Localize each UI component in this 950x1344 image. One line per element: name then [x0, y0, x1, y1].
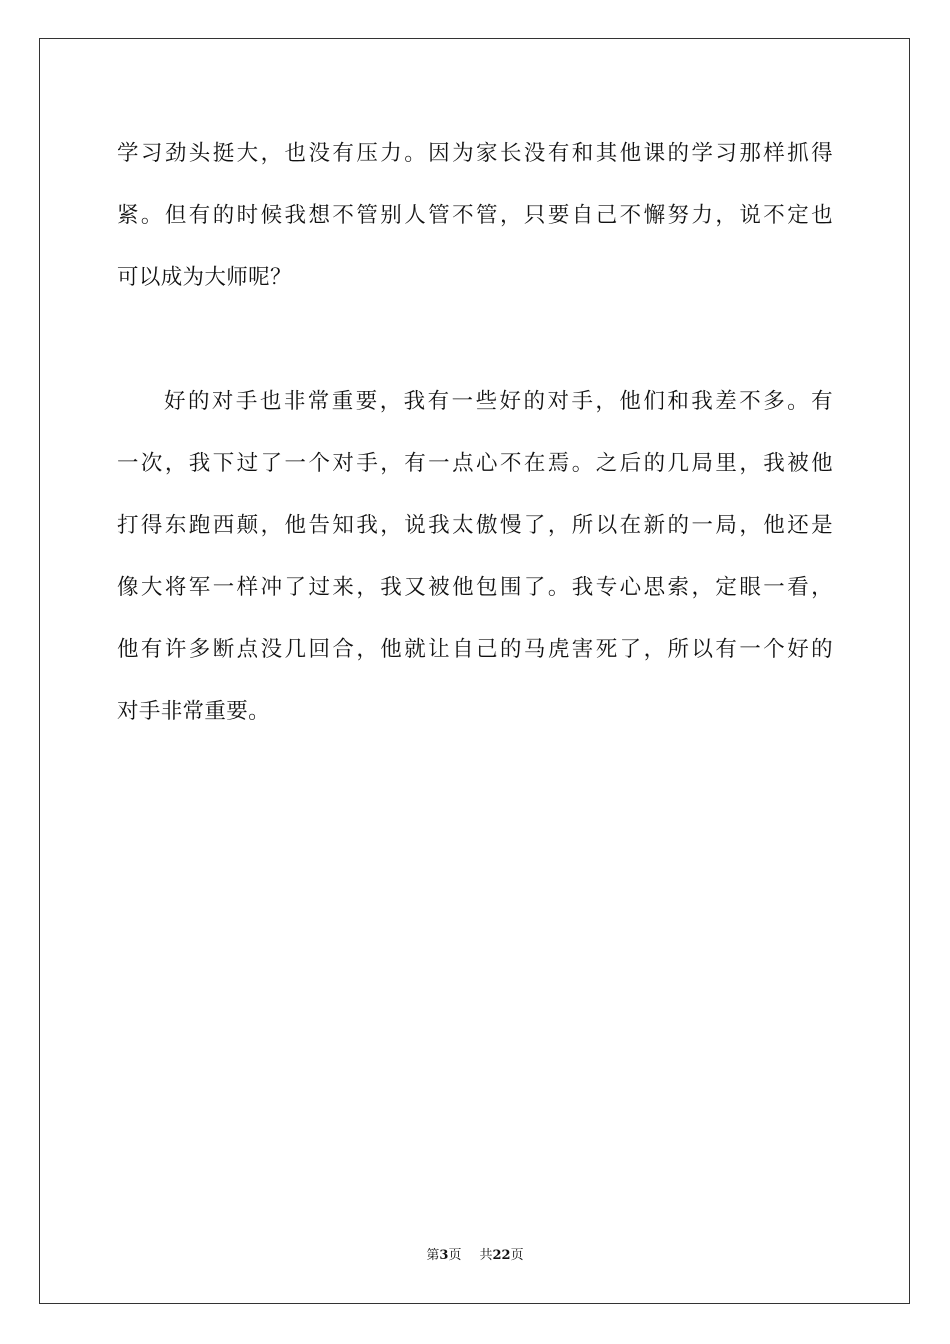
text-line: 可以成为大师呢？	[117, 265, 292, 290]
total-prefix: 共	[479, 1248, 493, 1263]
text-line: 紧。但有的时候我想不管别人管不管，只要自己不懈努力，说不定也	[117, 203, 833, 228]
text-line: 对手非常重要。	[117, 699, 270, 724]
blank-line	[117, 309, 833, 371]
document-body	[117, 123, 833, 743]
text-line: 打得东跑西颠，他告知我，说我太傲慢了，所以在新的一局，他还是	[117, 513, 833, 538]
text-line: 一次，我下过了一个对手，有一点心不在焉。之后的几局里，我被他	[117, 451, 833, 476]
text-line: 他有许多断点没几回合，他就让自己的马虎害死了，所以有一个好的	[117, 637, 833, 662]
text-line: 好的对手也非常重要，我有一些好的对手，他们和我差不多。有	[164, 389, 833, 414]
page-footer	[0, 1246, 950, 1266]
page-prefix: 第	[426, 1248, 440, 1263]
total-pages: 22	[492, 1248, 511, 1263]
total-suffix: 页	[510, 1248, 524, 1263]
page-number: 3	[439, 1248, 449, 1263]
page-suffix: 页	[448, 1248, 462, 1263]
text-line: 学习劲头挺大，也没有压力。因为家长没有和其他课的学习那样抓得	[117, 141, 833, 166]
text-line: 像大将军一样冲了过来，我又被他包围了。我专心思索，定眼一看，	[117, 575, 833, 600]
